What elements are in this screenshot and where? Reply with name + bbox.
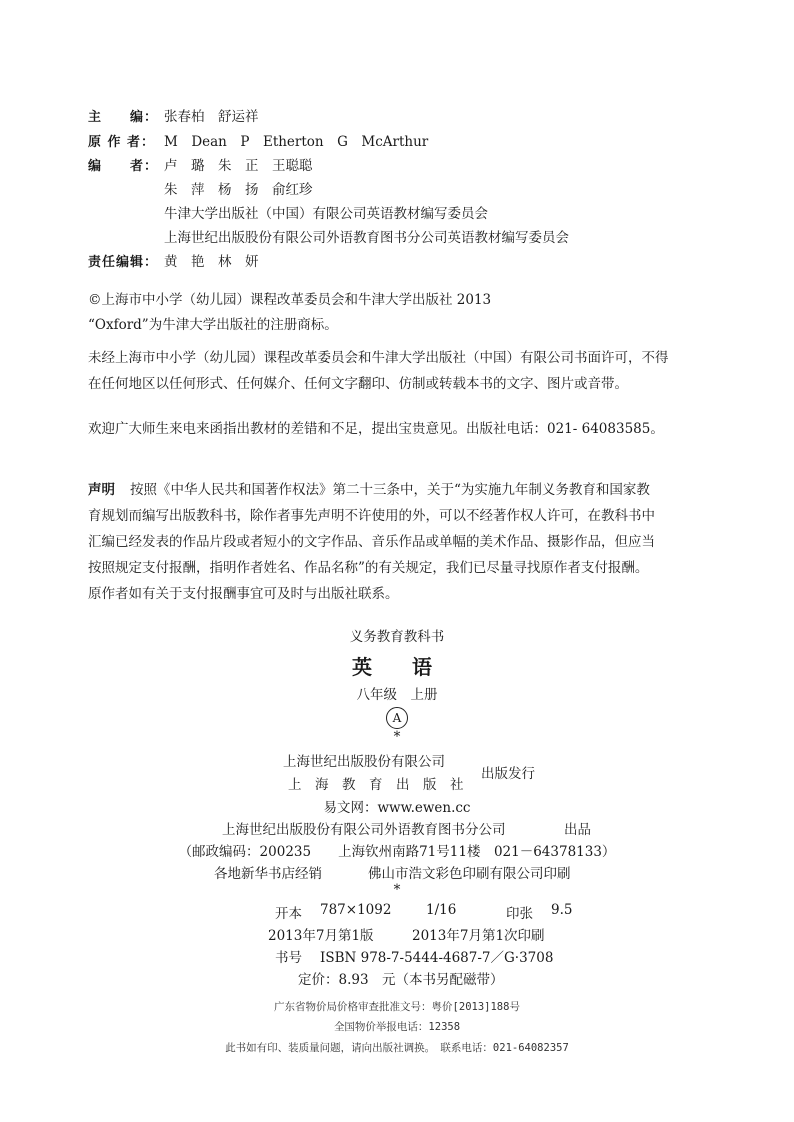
quality-notice: 此书如有印、装质量问题，请向出版社调换。 联系电话：021-64082357 [225, 1042, 569, 1054]
permission-line-2: 在任何地区以任何形式、任何媒介、任何文字翻印、仿制或转载本书的文字、图片或音带。 [88, 376, 628, 392]
declaration-line-3: 汇编已经发表的作品片段或者短小的文字作品、音乐作品或单幅的美术作品、摄影作品，但应当 [88, 534, 655, 550]
isbn-value: ISBN 978-7-5444-4687-7／G·3708 [320, 950, 554, 966]
publish-label: 出品 [564, 822, 591, 838]
editors-line-1: 卢 璐 朱 正 王聪聪 [164, 158, 313, 174]
chief-editor-label: 主 编： [88, 110, 159, 125]
chief-editor-value: 张春柏 舒运祥 [164, 109, 259, 125]
book-grade: 八年级 上册 [356, 687, 438, 703]
declaration-line-5: 原作者如有关于支付报酬事宜可及时与出版社联系。 [88, 586, 399, 602]
format-fold: 1/16 [426, 902, 457, 918]
declaration-line-2: 育规划而编写出版教科书，除作者事先声明不许使用的外，可以不经著作权人许可，在教科书中 [88, 508, 655, 524]
sheets-label: 印张 [506, 906, 533, 922]
sheets-value: 9.5 [551, 902, 573, 918]
isbn-label: 书号 [275, 950, 302, 966]
declaration-label: 声明 [88, 482, 115, 498]
edition-mark [0, 707, 794, 729]
separator-star: * [393, 729, 401, 745]
price-hotline: 全国物价举报电话：12358 [333, 1021, 461, 1033]
publisher-address: （邮政编码：200235 上海钦州南路71号11楼 021－64378133） [178, 844, 616, 860]
publisher-foreign-language-branch: 上海世纪出版股份有限公司外语教育图书分公司 [222, 822, 506, 838]
edition-mark-circle: A [386, 707, 408, 729]
edition: 2013年7月第1版 [268, 928, 374, 944]
publish-issue: 出版发行 [481, 766, 535, 782]
declaration-line-4: 按照规定支付报酬，指明作者姓名、作品名称”的有关规定，我们已尽量寻找原作者支付报酬。 [88, 560, 649, 576]
original-author-label: 原 作 者： [88, 135, 156, 150]
price-approval: 广东省物价局价格审查批准文号：粤价[2013]188号 [274, 1001, 520, 1013]
publisher-shanghai-century: 上海世纪出版股份有限公司 [283, 754, 445, 770]
editors-line-2: 朱 萍 杨 扬 俞红珍 [164, 182, 313, 198]
format-label: 开本 [275, 906, 302, 922]
book-title: 英 语 [352, 655, 442, 679]
separator-star-2: * [393, 882, 401, 898]
editors-label: 编 者： [88, 159, 159, 174]
price: 定价：8.93 元（本书另配磁带） [298, 972, 504, 988]
format-value: 787×1092 [320, 902, 392, 918]
feedback-line: 欢迎广大师生来电来函指出教材的差错和不足，提出宝贵意见。出版社电话：021- 64083585。 [88, 421, 664, 437]
distributor: 各地新华书店经销 [214, 866, 322, 882]
declaration-line-1: 按照《中华人民共和国著作权法》第二十三条中，关于“为实施九年制义务教育和国家教 [130, 482, 650, 498]
website: 易文网：www.ewen.cc [323, 800, 471, 816]
editors-line-4: 上海世纪出版股份有限公司外语教育图书分公司英语教材编写委员会 [164, 230, 569, 246]
copyright-line: ©上海市中小学（幼儿园）课程改革委员会和牛津大学出版社 2013 [88, 292, 492, 308]
trademark-line: “Oxford”为牛津大学出版社的注册商标。 [88, 317, 338, 333]
editors-line-3: 牛津大学出版社（中国）有限公司英语教材编写委员会 [164, 206, 488, 222]
printing: 2013年7月第1次印刷 [412, 928, 545, 944]
original-author-value: M Dean P Etherton G McArthur [164, 134, 429, 150]
responsible-editor-label: 责任编辑： [88, 255, 159, 270]
publisher-shanghai-education: 上 海 教 育 出 版 社 [288, 777, 464, 793]
permission-line-1: 未经上海市中小学（幼儿园）课程改革委员会和牛津大学出版社（中国）有限公司书面许可，不得 [88, 350, 669, 366]
book-series: 义务教育教科书 [349, 629, 445, 645]
responsible-editor-value: 黄 艳 林 妍 [164, 254, 259, 270]
printer: 佛山市浩文彩色印刷有限公司印刷 [368, 866, 571, 882]
